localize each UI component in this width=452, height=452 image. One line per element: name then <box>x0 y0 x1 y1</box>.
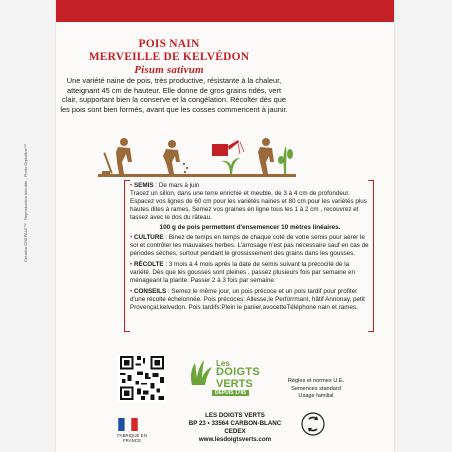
company-address <box>180 412 290 444</box>
soil-line <box>98 174 296 177</box>
les-doigts-verts-logo <box>188 353 260 397</box>
side-credit-text: Création CREPALE™ · Reproduction interdite - Photo Orphéline™ <box>23 144 28 262</box>
brand-line-2: DOIGTS <box>216 366 260 378</box>
qr-code-icon[interactable] <box>118 354 166 402</box>
conseils-text: Semez le même jour, un pois précoce et un pois tardif pour profiter d'une récolte échelonnée. Pois précoces: Allesse,le Perforrmant, hâtif Annonay, petit Provençal,kelvedon. Pois tardifs:Plein le panier,avocetteTéléphone nain et rames. <box>130 287 365 311</box>
semis-text: Tracez un sillon, dans une terre enrichie et meuble, de 3 à 4 cm de profondeur. Espacez vos lignes de 60 cm pour les variétés naines et 80 cm pour les variétés plus hautes dites à rames. Semez vos graines en ligne tous les 1 à 2 cm , recouvrez et tassez avec le dos du râteau. <box>130 189 367 221</box>
semis-label: SEMIS <box>133 182 154 189</box>
address-line-2: BP 23 • 33564 CARBON-BLANC CEDEX <box>188 420 282 435</box>
title-line-1: POIS NAIN <box>138 38 200 50</box>
brand-line-3: VERTS <box>216 378 253 390</box>
website-link[interactable]: www.lesdoigtsverts.com <box>198 436 272 443</box>
brand-tagline: DEPUIS 1785 <box>212 390 249 396</box>
made-in-france: FABRIQUÉ EN FRANCE <box>117 433 147 443</box>
rule-line-3: Usage familial <box>298 393 334 400</box>
recycle-icon <box>301 412 325 436</box>
culture-text: Binez de temps en temps de chaque coté de votre semis pour aérer le sol et contrôler les mauvaises herbes. L'arrosage n'est pas nécessaire sauf en cas de périodes sèches, surtout pendant le grossissement des grains dans les gousses. <box>130 234 369 258</box>
address-line-1: LES DOIGTS VERTS <box>205 412 265 419</box>
watering-can-icon <box>212 140 244 174</box>
sowing-figure-icon <box>163 140 188 174</box>
recolte-text: 3 mois à 4 mois après la date de semis suivant la précocité de la variété. Dès que les gousses sont pleines , passez plusieurs fois par semaine en ménageant la plante. Passer 2 à 3 fois par semaine. <box>130 261 356 284</box>
harvesting-figure-icon <box>258 138 274 174</box>
culture-section: • CULTURE : Binez de temps en temps de chaque coté de votre semis pour aérer le sol et contrôler les mauvaises herbes. L'arrosage n'est pas nécessaire sauf en cas de périodes sèches, surtout pendant le grossissement des grains dans les gousses. <box>130 234 369 258</box>
gardening-steps-illustration <box>100 134 300 178</box>
semis-lead: De mars à juin <box>158 182 200 189</box>
recolte-section: • RÉCOLTE : 3 mois à 4 mois après la date de semis suivant la précocité de la variété. Dès que les gousses sont pleines , passez plusieurs fois par semaine en ménageant la plante. Passer 2 à 3 fois par semaine. <box>130 261 356 284</box>
product-title <box>0 38 338 77</box>
rule-line-1: Règles et normes U.E. <box>287 378 345 384</box>
regulatory-notes <box>281 378 351 401</box>
france-flag-icon <box>118 418 138 431</box>
rule-line-2: Semences standard <box>291 385 341 392</box>
conseils-label: CONSEILS <box>133 287 167 295</box>
semis-highlight: 100 g de pois permettent d'ensemencer 10 mètres linéaires. <box>159 223 341 231</box>
latin-name: Pisum sativum <box>134 64 204 76</box>
title-line-2: MERVEILLE DE KELVÉDON <box>88 51 250 63</box>
semis-section: • SEMIS : De mars à juin Tracez un sillon, dans une terre enrichie et meuble, de 3 à 4 cm de profondeur. Espacez vos lignes de 60 cm pour les variétés naines et 80 cm pour les variétés plus hautes dites à rames. Semez vos graines en ligne tous les 1 à 2 cm , recouvrez et tassez avec le dos du râteau. 100 g de pois permettent d'ensemencer 10 mètres linéaires. <box>130 182 370 231</box>
pea-plant-icon <box>278 146 293 174</box>
brand-line-1: Les <box>216 359 230 368</box>
recolte-label: RÉCOLTE <box>133 261 164 269</box>
variety-description: Une variété naine de pois, très productive, résistante à la chaleur, atteignant 45 cm de hauteur. Elle donne de gros grains ridés, vert clair, supportant bien la conserve et la congélation. Récolter dès que les pois sont bien formés, avant que les cosses commencent à jaunir. <box>60 76 288 114</box>
growing-instructions <box>130 182 370 315</box>
digging-figure-icon <box>102 138 132 174</box>
green-hand-icon <box>188 357 214 387</box>
conseils-section: • CONSEILS : Semez le même jour, un pois précoce et un pois tardif pour profiter d'une récolte échelonnée. Pois précoces: Allesse,le Perforrmant, hâtif Annonay, petit Provençal,kelvedon. Pois tardifs:Plein le panier,avocetteTéléphone nain et rames. <box>130 287 365 311</box>
top-red-band <box>56 0 394 22</box>
culture-label: CULTURE <box>133 234 164 242</box>
